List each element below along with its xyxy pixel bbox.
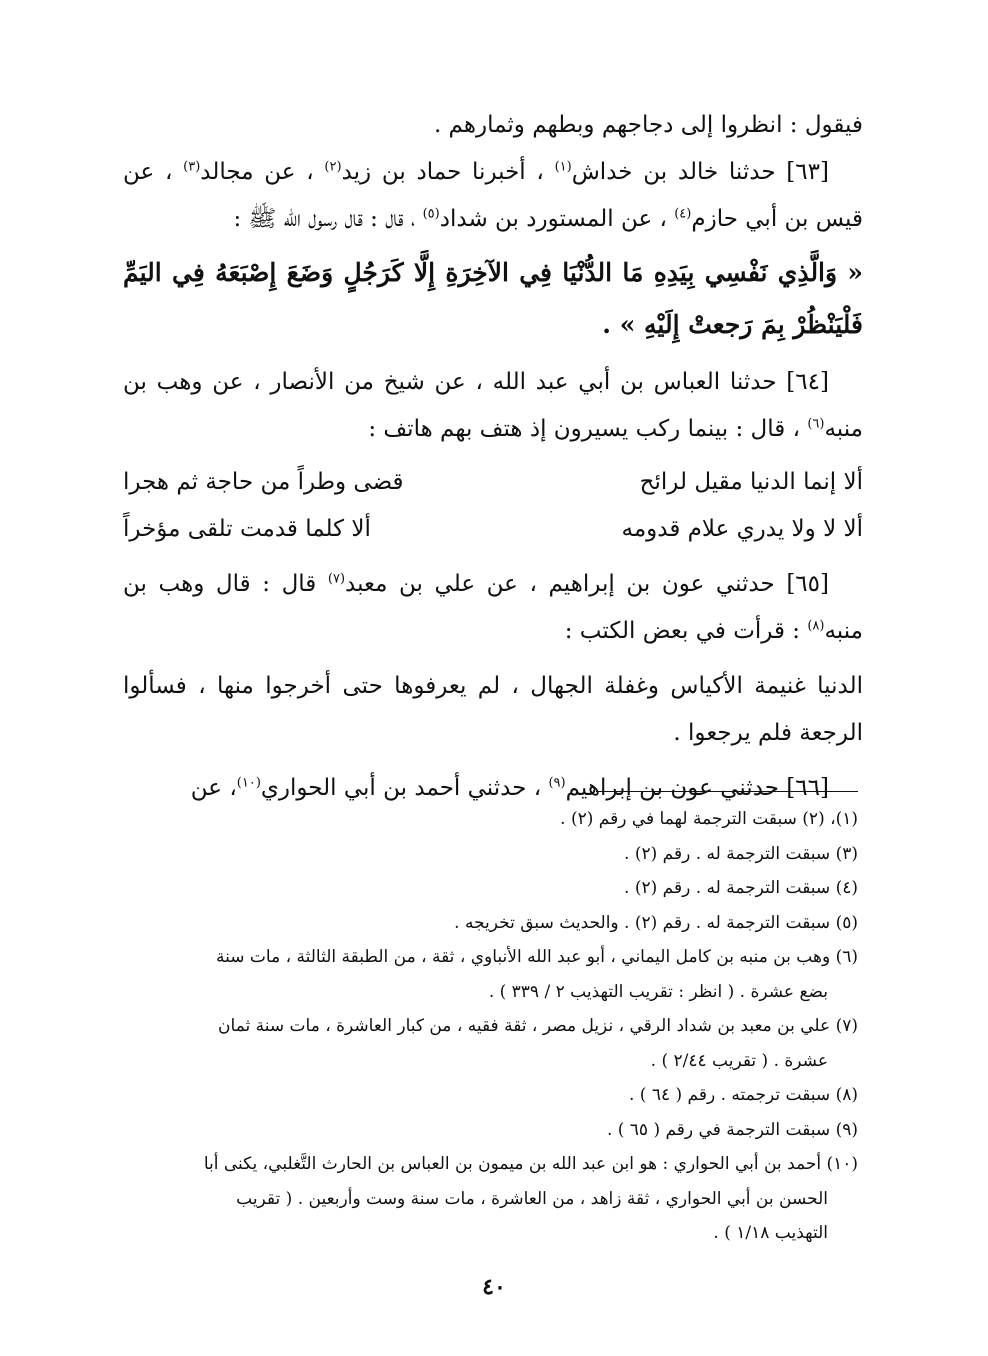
- footnote-ref-8[interactable]: (٨): [807, 618, 825, 634]
- footnote-ref-4[interactable]: (٤): [674, 206, 692, 222]
- page-number: ٤٠: [482, 1274, 506, 1300]
- footnote-6: (٦) وهب بن منبه بن كامل اليماني ، أبو عبد الله الأنباوي ، ثقة ، من الطبقة الثالثة ، مات سنة: [216, 947, 858, 967]
- verse-second-hemistich: ألا كلما قدمت تلقى مؤخراً: [123, 516, 371, 542]
- footnote-ref-9[interactable]: (٩): [548, 775, 566, 791]
- footnote-7-continued: عشرة . ( تقريب ٢/٤٤ ) .: [650, 1050, 828, 1071]
- intro-line: فيقول : انظروا إلى دجاجهم وبطهم وثمارهم .: [433, 112, 863, 138]
- text-run: ، عن المستورد بن شداد: [439, 206, 675, 232]
- footnote-1-2: (١)، (٢) سبقت الترجمة لهما في رقم (٢) .: [560, 809, 858, 829]
- main-text: [123, 102, 863, 812]
- text-run: ، قال : بينما ركب يسيرون إذ هتف بهم هاتف :: [368, 416, 808, 442]
- hadith-65-chain: [123, 561, 863, 655]
- text-run: [٦٤] حدثنا العباس بن أبي عبد الله ، عن شيخ من الأنصار ، عن وهب بن منبه: [123, 369, 863, 442]
- footnote-5: (٥) سبقت الترجمة له . رقم (٢) . والحديث سبق تخريجه .: [454, 912, 858, 933]
- footnote-3: (٣) سبقت الترجمة له . رقم (٢) .: [624, 843, 858, 864]
- footnote-9: (٩) سبقت الترجمة في رقم ( ٦٥ ) .: [606, 1119, 858, 1140]
- footnote-ref-6[interactable]: (٦): [807, 416, 825, 432]
- verse-second-hemistich: قضى وطراً من حاجة ثم هجرا: [123, 469, 404, 495]
- hadith-63-text: « وَالَّذِي نَفْسِي بِيَدِهِ مَا الدُّنْيَا فِي الآخِرَةِ إِلَّا كَرَجُلٍ وَضَعَ إِصْبَعَهُ فِي اليَمِّ فَلْيَنْظُرْ بِمَ رَجعتْ إِلَيْهِ » .: [123, 258, 863, 339]
- hadith-65-text: الدنيا غنيمة الأكياس وغفلة الجهال ، لم يعرفوها حتى أخرجوا منها ، فسألوا الرجعة فلم يرجعوا .: [123, 673, 863, 746]
- footnote-ref-3[interactable]: (٣): [183, 159, 201, 175]
- text-run: ، أخبرنا حماد بن زيد: [341, 159, 555, 185]
- text-run: ، قال : قال رسول الله ﷺ :: [233, 206, 423, 232]
- footnote-ref-1[interactable]: (١): [554, 159, 572, 175]
- footnote-4: (٤) سبقت الترجمة له . رقم (٢) .: [624, 878, 858, 898]
- footnote-10-continued: الحسن بن أبي الحواري ، ثقة زاهد ، من العاشرة ، مات سنة وست وأربعين . ( تقريب: [236, 1188, 828, 1209]
- footnote-7: (٧) علي بن معبد بن شداد الرقي ، نزيل مصر ، ثقة فقيه ، من كبار العاشرة ، مات سنة ثمان: [218, 1016, 858, 1036]
- text-run: قال : قال وهب بن منبه: [123, 571, 863, 644]
- footnote-ref-7[interactable]: (٧): [327, 571, 346, 587]
- text-run: : قرأت في بعض الكتب :: [564, 618, 808, 644]
- footnote-ref-2[interactable]: (٢): [324, 159, 342, 175]
- poem-verse-1: [123, 459, 863, 506]
- verse-first-hemistich: ألا لا ولا يدري علام قدومه: [621, 516, 863, 542]
- footnote-divider: [596, 791, 858, 792]
- text-run: [٦٦] حدثني عون بن إبراهيم: [565, 775, 829, 801]
- text-run: [٦٥] حدثني عون بن إبراهيم ، عن علي بن معبد: [345, 571, 829, 597]
- footnote-10-continued: التهذيب ١/١٨ ) .: [713, 1223, 828, 1243]
- text-run: ، عن قيس بن أبي حازم: [123, 159, 863, 232]
- footnote-ref-10[interactable]: (١٠): [236, 775, 261, 791]
- footnote-10: (١٠) أحمد بن أبي الحواري : هو ابن عبد الله بن ميمون بن العباس بن الحارث التَّغلبي، يكنى أبا: [203, 1154, 858, 1174]
- text-run: [٦٣] حدثنا خالد بن خداش: [571, 159, 829, 185]
- hadith-64-chain: [123, 359, 863, 453]
- hadith-63-chain: [123, 149, 863, 243]
- footnote-6-continued: بضع عشرة . ( انظر : تقريب التهذيب ٢ / ٣٣٩ ) .: [488, 981, 828, 1002]
- footnotes: [123, 802, 858, 1251]
- text-run: ، حدثني أحمد بن أبي الحواري: [260, 775, 549, 801]
- footnote-8: (٨) سبقت ترجمته . رقم ( ٦٤ ) .: [629, 1085, 858, 1105]
- text-run: ، عن مجالد: [200, 159, 325, 185]
- text-run: ، عن: [190, 775, 237, 801]
- verse-first-hemistich: ألا إنما الدنيا مقيل لرائح: [639, 469, 863, 495]
- poem-verse-2: [123, 506, 863, 553]
- poem: [123, 459, 863, 553]
- footnote-ref-5[interactable]: (٥): [422, 206, 440, 222]
